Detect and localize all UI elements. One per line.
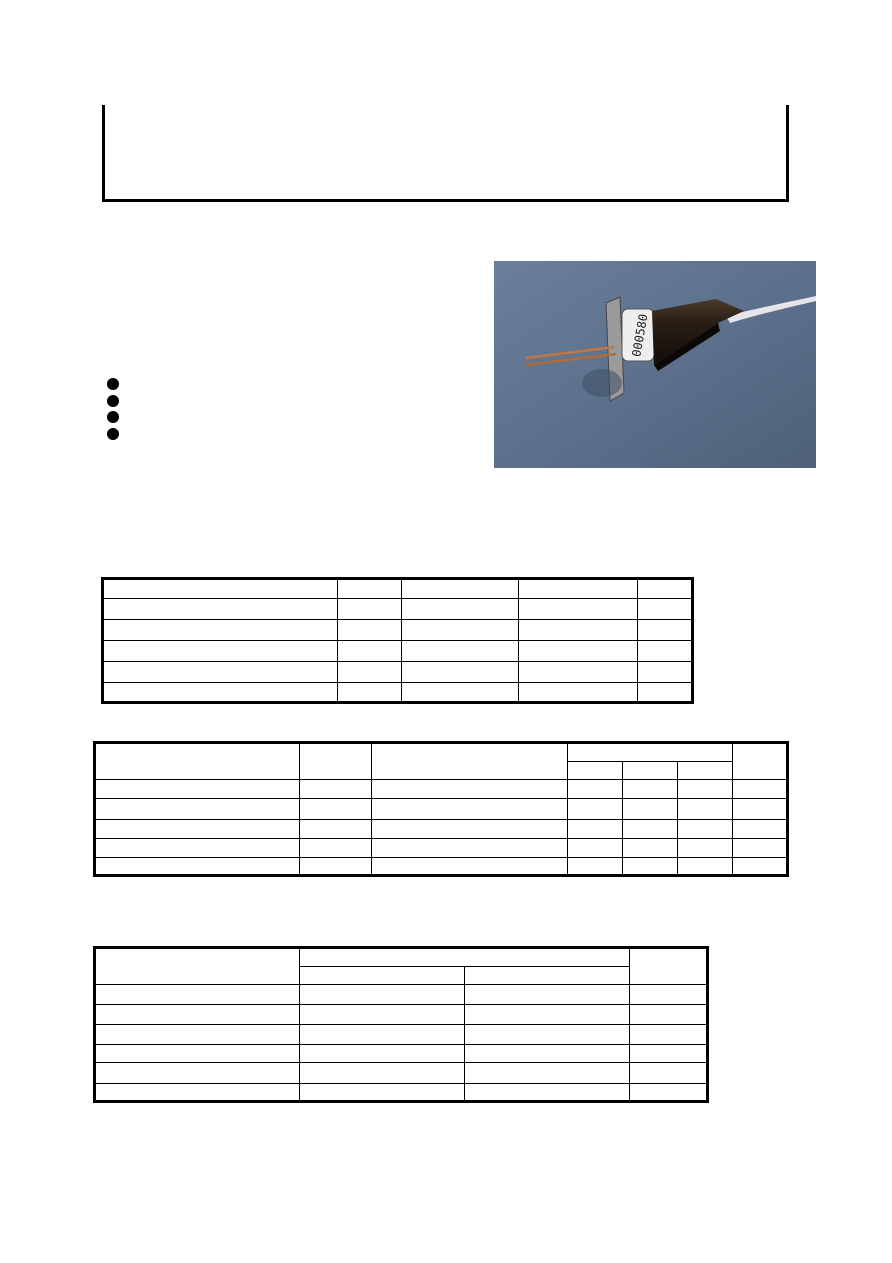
table-row [95,838,788,857]
table-row [95,780,788,799]
bullet-dot-icon [107,395,119,407]
table-header-row [95,948,708,967]
title-box [102,105,789,202]
table-row [95,819,788,838]
bullet-dot-icon [107,428,119,440]
table-row [95,1045,708,1063]
table-row [103,579,693,599]
table-row [95,857,788,875]
product-photo [494,261,816,468]
bullet-dot-icon [107,378,119,390]
table-electrical-characteristics [93,741,789,877]
table-row [95,1083,708,1101]
table-row [95,799,788,819]
table-row [103,641,693,662]
table-row [95,1063,708,1083]
table-header-row [95,743,788,762]
table-row [103,599,693,620]
table-row [95,1004,708,1024]
table-row [103,620,693,641]
table-row [103,662,693,683]
photo-label-text: 000580 [629,312,651,358]
feature-bullet-list [107,378,119,444]
product-photo-image [494,261,816,468]
table-row [95,985,708,1004]
bullet-dot-icon [107,411,119,423]
table-ordering-information [93,946,709,1103]
table-absolute-ratings [101,577,694,704]
table-row [95,1024,708,1044]
table-row [103,683,693,703]
